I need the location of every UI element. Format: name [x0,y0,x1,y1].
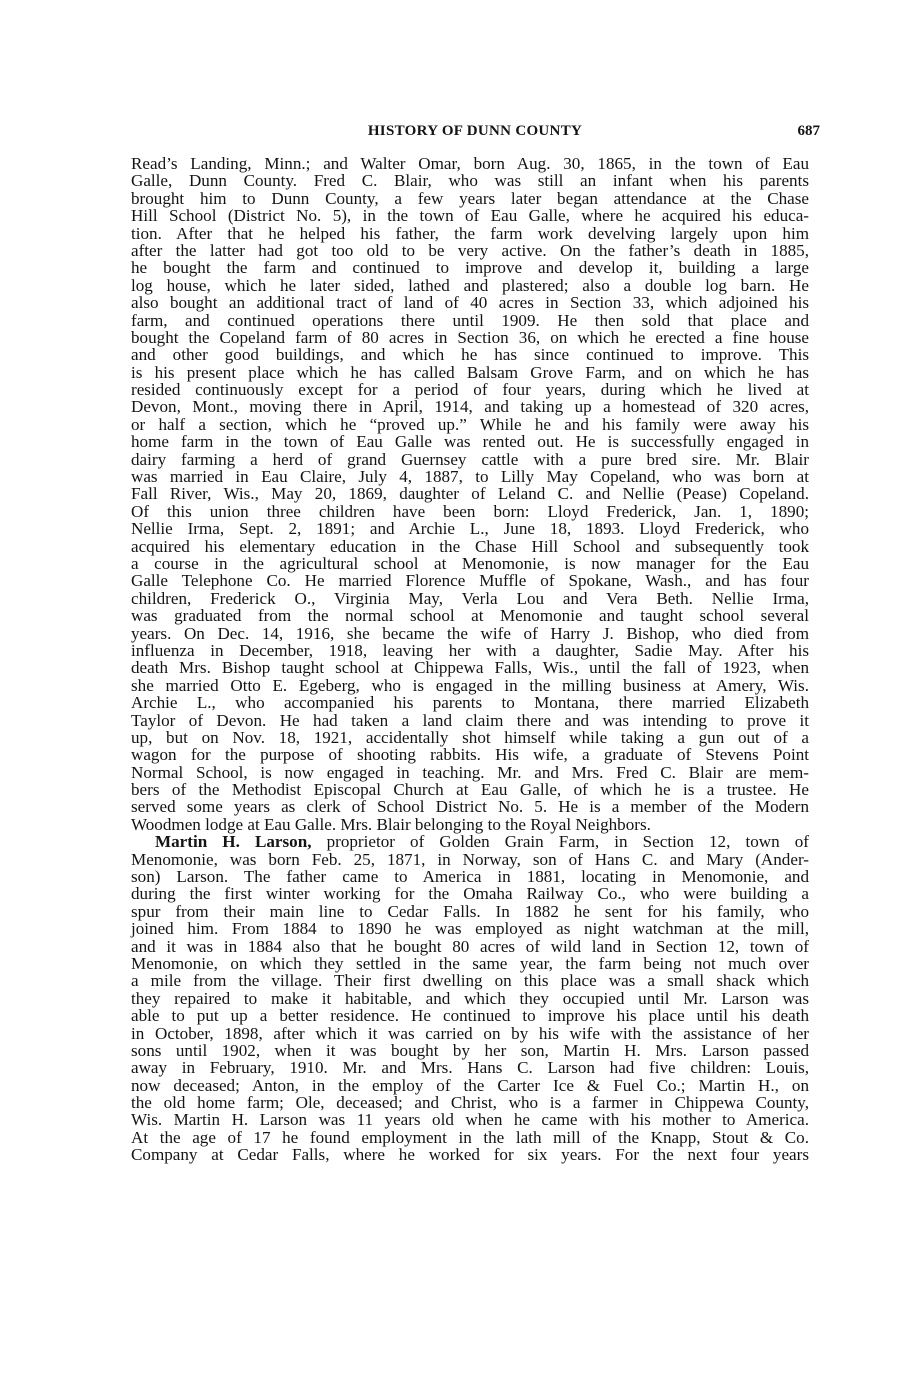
text-line [131,398,809,415]
page-number: 687 [797,123,820,139]
line-text: they repaired to make it habitable, and which they occupied until Mr. Larson was [131,988,809,1008]
text-line [131,851,809,868]
line-text: up, but on Nov. 18, 1921, accidentally shot himself while taking a gun out of a [131,727,809,747]
text-line [131,729,809,746]
text-line [131,503,809,520]
line-text: tion. After that he helped his father, the farm work develving largely upon him [131,223,809,243]
text-line [131,433,809,450]
line-text: Woodmen lodge at Eau Galle. Mrs. Blair belonging to the Royal Neighbors. [131,814,651,834]
text-line [131,972,809,989]
line-text: influenza in December, 1918, leaving her with a daughter, Sadie May. After his [131,640,809,660]
line-text: death Mrs. Bishop taught school at Chippewa Falls, Wis., until the fall of 1923, when [131,658,809,678]
text-line [131,868,809,885]
line-text: a mile from the village. Their first dwelling on this place was a small shack which [131,971,809,991]
text-line [131,1111,809,1128]
text-line [131,572,809,589]
line-text: is his present place which he has called Balsam Grove Farm, and on which he has [131,362,809,382]
line-text: resided continuously except for a period of four years, during which he lived at [131,380,809,400]
text-line [131,1129,809,1146]
line-text: after the latter had got too old to be very active. On the father’s death in 1885, [131,240,809,260]
line-text: bers of the Methodist Episcopal Church at Eau Galle, of which he is a trustee. He [131,780,809,800]
text-line [131,155,809,172]
line-text: was graduated from the normal school at Menomonie and taught school several [131,606,809,626]
line-text: Wis. Martin H. Larson was 11 years old when he came with his mother to America. [131,1110,809,1130]
text-line [131,764,809,781]
text-line [131,207,809,224]
line-text: able to put up a better residence. He continued to improve his place until his death [131,1006,809,1026]
line-text: Menomonie, on which they settled in the same year, the farm being not much over [131,953,809,973]
text-line [131,712,809,729]
line-text: home farm in the town of Eau Galle was rented out. He is successfully engaged in [131,432,809,452]
line-text: Normal School, is now engaged in teaching. Mr. and Mrs. Fred C. Blair are mem- [131,762,809,782]
text-line [131,798,809,815]
text-line [131,364,809,381]
text-line [131,1007,809,1024]
line-text: or half a section, which he “proved up.” While he and his family were away his [131,414,809,434]
text-line [131,642,809,659]
text-line [131,277,809,294]
text-line [131,520,809,537]
text-line [131,955,809,972]
text-line [131,416,809,433]
line-text: log house, which he later sided, lathed and plastered; also a double log barn. He [131,275,809,295]
text-line [131,1146,809,1163]
line-text: a course in the agricultural school at Menomonie, is now manager for the Eau [131,553,809,573]
line-text: Hill School (District No. 5), in the town of Eau Galle, where he acquired his educa- [131,206,809,226]
line-text: during the first winter working for the Omaha Railway Co., who were building a [131,884,809,904]
text-line [131,312,809,329]
text-line [131,259,809,276]
line-text: away in February, 1910. Mr. and Mrs. Hans C. Larson had five children: Louis, [131,1058,809,1078]
text-line [131,1094,809,1111]
text-line [131,242,809,259]
text-line [131,1042,809,1059]
line-text: Fall River, Wis., May 20, 1869, daughter of Leland C. and Nellie (Pease) Copeland. [131,484,809,504]
line-text: At the age of 17 he found employment in the lath mill of the Knapp, Stout & Co. [131,1127,809,1147]
text-line [131,885,809,902]
line-text: farm, and continued operations there until 1909. He then sold that place and [131,310,809,330]
line-text: he bought the farm and continued to improve and develop it, building a large [131,258,809,278]
text-line [131,468,809,485]
text-line [131,920,809,937]
line-text: children, Frederick O., Virginia May, Verla Lou and Vera Beth. Nellie Irma, [131,588,809,608]
text-line [131,746,809,763]
text-line [131,451,809,468]
text-line [131,346,809,363]
line-text: Galle, Dunn County. Fred C. Blair, who was still an infant when his parents [131,171,809,191]
line-text: joined him. From 1884 to 1890 he was employed as night watchman at the mill, [131,919,809,939]
line-text: Galle Telephone Co. He married Florence Muffle of Spokane, Wash., and has four [131,571,809,591]
text-line [131,677,809,694]
line-text: Archie L., who accompanied his parents to Montana, there married Elizabeth [131,693,809,713]
line-text: and it was in 1884 also that he bought 80 acres of wild land in Section 12, town of [131,936,809,956]
text-line [131,1025,809,1042]
text-line [131,781,809,798]
text-line [131,590,809,607]
text-line [131,555,809,572]
line-text: in October, 1898, after which it was carried on by his wife with the assistance of her [131,1023,809,1043]
line-text: Of this union three children have been born: Lloyd Frederick, Jan. 1, 1890; [131,501,809,521]
line-text: now deceased; Anton, in the employ of the Carter Ice & Fuel Co.; Martin H., on [131,1075,809,1095]
text-line [131,625,809,642]
line-text: brought him to Dunn County, a few years later began attendance at the Chase [131,188,809,208]
body-text [131,155,809,1164]
line-text: dairy farming a herd of grand Guernsey cattle with a pure bred sire. Mr. Blair [131,449,809,469]
text-line [131,1059,809,1076]
line-text: sons until 1902, when it was bought by her son, Martin H. Mrs. Larson passed [131,1040,809,1060]
line-text: years. On Dec. 14, 1916, she became the wife of Harry J. Bishop, who died from [131,623,809,643]
line-text: also bought an additional tract of land of 40 acres in Section 33, which adjoined his [131,293,809,313]
page-header [130,120,820,144]
line-text: Menomonie, was born Feb. 25, 1871, in Norway, son of Hans C. and Mary (Ander- [131,849,809,869]
text-line [131,694,809,711]
text-line [131,538,809,555]
line-text: the old home farm; Ole, deceased; and Christ, who is a farmer in Chippewa County, [131,1093,809,1113]
line-text: was married in Eau Claire, July 4, 1887, to Lilly May Copeland, who was born at [131,467,809,487]
text-line [131,381,809,398]
text-line [131,329,809,346]
line-text: she married Otto E. Egeberg, who is engaged in the milling business at Amery, Wis. [131,675,809,695]
line-text: Nellie Irma, Sept. 2, 1891; and Archie L., June 18, 1893. Lloyd Frederick, who [131,519,809,539]
line-text: acquired his elementary education in the Chase Hill School and subsequently took [131,536,809,556]
line-text: Devon, Mont., moving there in April, 1914, and taking up a homestead of 320 acres, [131,397,809,417]
line-text: spur from their main line to Cedar Falls. In 1882 he sent for his family, who [131,901,809,921]
line-text: Read’s Landing, Minn.; and Walter Omar, born Aug. 30, 1865, in the town of Eau [131,154,809,173]
line-text: and other good buildings, and which he has since continued to improve. This [131,345,809,365]
text-line [131,903,809,920]
running-title: HISTORY OF DUNN COUNTY [367,123,583,139]
line-text: Company at Cedar Falls, where he worked for six years. For the next four years [131,1145,809,1165]
text-line [131,659,809,676]
text-line [131,294,809,311]
line-text: wagon for the purpose of shooting rabbits. His wife, a graduate of Stevens Point [131,745,809,765]
line-text: son) Larson. The father came to America in 1881, locating in Menomonie, and [131,867,809,887]
text-line [131,190,809,207]
text-line [131,485,809,502]
text-line [131,990,809,1007]
text-line [131,172,809,189]
bold-name: Martin H. Larson, [155,832,312,852]
text-line [131,607,809,624]
line-text: Taylor of Devon. He had taken a land claim there and was intending to prove it [131,710,809,730]
text-line [131,816,809,833]
text-line [131,833,809,850]
line-text: bought the Copeland farm of 80 acres in Section 36, on which he erected a fine house [131,327,809,347]
text-line [131,225,809,242]
text-line [131,1077,809,1094]
line-text: proprietor of Golden Grain Farm, in Section 12, town of [311,832,809,852]
text-line [131,938,809,955]
line-text: served some years as clerk of School District No. 5. He is a member of the Modern [131,797,809,817]
